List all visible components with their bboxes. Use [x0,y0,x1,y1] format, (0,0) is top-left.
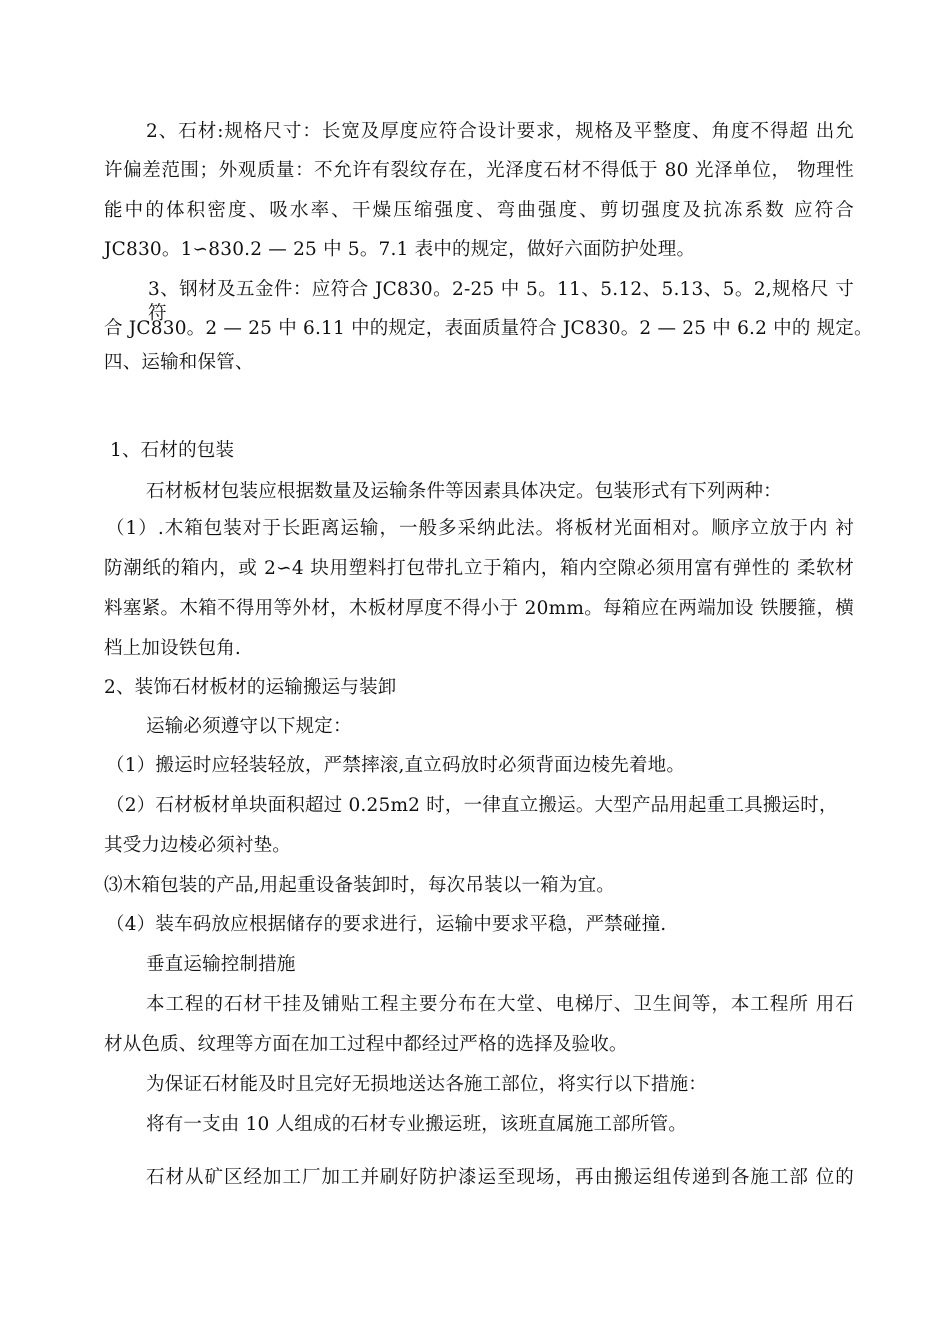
text-line: 档上加设铁包角. [104,638,241,659]
text-line: 能中的体积密度、吸水率、干燥压缩强度、弯曲强度、剪切强度及抗冻系数 应符合 [104,200,854,221]
text-line: 为保证石材能及时且完好无损地送达各施工部位，将实行以下措施： [146,1074,708,1095]
text-line: 材从色质、纹理等方面在加工过程中都经过严格的选择及验收。 [104,1034,628,1055]
subsection-heading: 垂直运输控制措施 [146,954,296,975]
text-line: 其受力边棱必须衬垫。 [104,835,292,856]
text-line: （1）.木箱包装对于长距离运输，一般多采纳此法。将板材光面相对。顺序立放于内 衬 [106,518,854,539]
text-line: 将有一支由 10 人组成的石材专业搬运班，该班直属施工部所管。 [146,1114,688,1135]
text-line: 石材从矿区经加工厂加工并刷好防护漆运至现场，再由搬运组传递到各施工部 位的 [146,1167,854,1188]
subsection-heading: 2、装饰石材板材的运输搬运与装卸 [104,677,397,698]
text-line: 本工程的石材干挂及铺贴工程主要分布在大堂、电梯厅、卫生间等，本工程所 用石 [146,994,854,1015]
text-line: 合 JC830。2 — 25 中 6.11 中的规定，表面质量符合 JC830。2 — 25 中 6.2 中的 规定。 [104,318,873,339]
text-line: 2、石材:规格尺寸：长宽及厚度应符合设计要求，规格及平整度、角度不得超 出允 [146,121,854,142]
text-line: JC830。1∽830.2 — 25 中 5。7.1 表中的规定，做好六面防护处理。 [104,239,696,260]
text-line: 石材板材包装应根据数量及运输条件等因素具体决定。包装形式有下列两种： [146,481,782,502]
text-line: 料塞紧。木箱不得用等外材，木板材厚度不得小于 20mm。每箱应在两端加设 铁腰箍，横 [104,598,854,619]
list-item: （4）装车码放应根据储存的要求进行，运输中要求平稳，严禁碰撞. [106,914,667,935]
text-line: 许偏差范围；外观质量：不允许有裂纹存在，光泽度石材不得低于 80 光泽单位， 物理性 [104,160,854,181]
text-line: 防潮纸的箱内，或 2∽4 块用塑料打包带扎立于箱内，箱内空隙必须用富有弹性的 柔软材 [104,558,854,579]
list-item: （1）搬运时应轻装轻放，严禁摔滚,直立码放时必须背面边棱先着地。 [106,755,686,776]
text-line: 运输必须遵守以下规定： [146,716,352,737]
section-heading: 四、运输和保管、 [104,352,254,373]
text-line: 3、钢材及五金件：应符合 JC830。2-25 中 5。11、5.12、5.13、5。2,规格尺 寸符 [148,279,854,324]
list-item: （2）石材板材单块面积超过 0.25m2 时，一律直立搬运。大型产品用起重工具搬运时， [106,795,838,816]
list-item: ⑶木箱包装的产品,用起重设备装卸时，每次吊装以一箱为宜。 [104,875,615,896]
subsection-heading: 1、石材的包装 [110,440,235,461]
